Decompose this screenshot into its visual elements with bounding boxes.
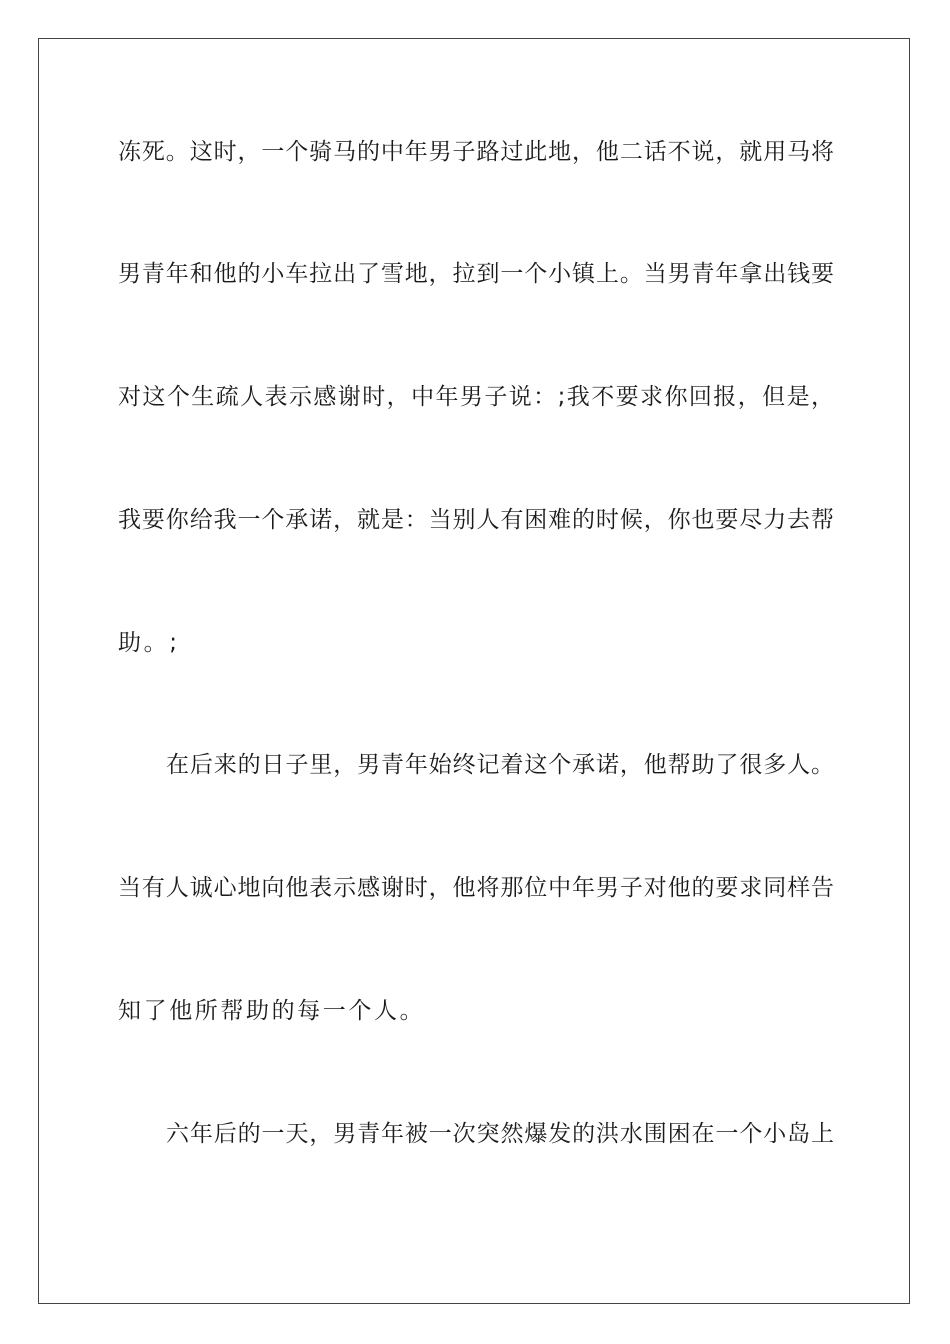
text-line-8: 知了他所帮助的每一个人。: [118, 998, 426, 1024]
page-frame: [38, 38, 910, 1304]
text-line-7: 当有人诚心地向他表示感谢时，他将那位中年男子对他的要求同样告: [118, 875, 834, 901]
text-line-5: 助。;: [118, 630, 180, 656]
text-line-3: 对这个生疏人表示感谢时，中年男子说：;我不要求你回报，但是，: [118, 384, 834, 410]
text-line-9: 六年后的一天，男青年被一次突然爆发的洪水围困在一个小岛上: [166, 1121, 834, 1147]
text-line-4: 我要你给我一个承诺，就是：当别人有困难的时候，你也要尽力去帮: [118, 507, 834, 533]
text-line-1: 冻死。这时，一个骑马的中年男子路过此地，他二话不说，就用马将: [118, 139, 834, 165]
text-line-6: 在后来的日子里，男青年始终记着这个承诺，他帮助了很多人。: [166, 752, 834, 778]
text-line-2: 男青年和他的小车拉出了雪地，拉到一个小镇上。当男青年拿出钱要: [118, 261, 834, 287]
